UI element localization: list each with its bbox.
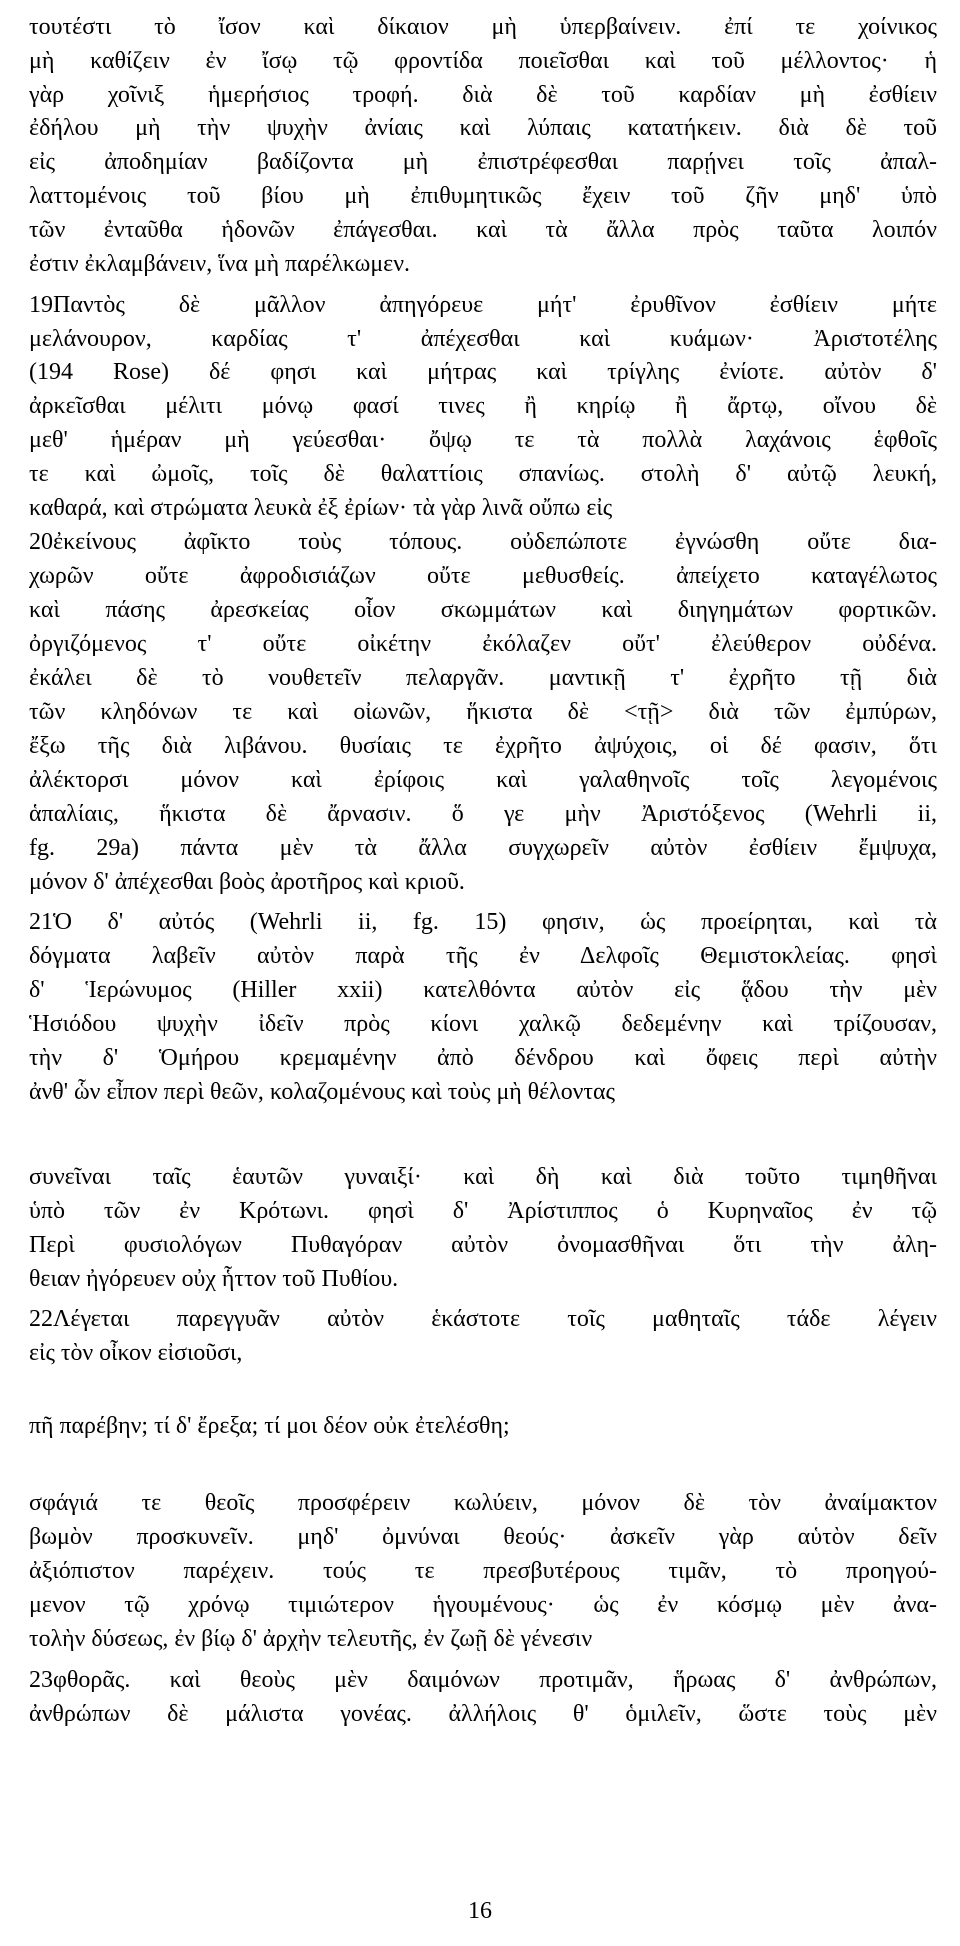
text-line: βωμὸν προσκυνεῖν. μηδ' ὀμνύναι θεούς· ἀσκεῖν γὰρ αὑτὸν δεῖν bbox=[29, 1524, 937, 1550]
text-line: ὑπὸ τῶν ἐν Κρότωνι. φησὶ δ' Ἀρίστιππος ὁ Κυρηναῖος ἐν τῷ bbox=[29, 1198, 937, 1224]
text-line: ἐδήλου μὴ τὴν ψυχὴν ἀνίαις καὶ λύπαις κατατήκειν. διὰ δὲ τοῦ bbox=[29, 115, 937, 141]
text-line: ἀξιόπιστον παρέχειν. τούς τε πρεσβυτέρους τιμᾶν, τὸ προηγού- bbox=[29, 1558, 937, 1584]
text-line: ἀνθρώπων δὲ μάλιστα γονέας. ἀλλήλοις θ' ὁμιλεῖν, ὥστε τοὺς μὲν bbox=[29, 1701, 937, 1727]
text-line: χωρῶν οὔτε ἀφροδισιάζων οὔτε μεθυσθείς. ἀπείχετο καταγέλωτος bbox=[29, 563, 937, 589]
text-line: θειαν ἠγόρευεν οὐχ ἧττον τοῦ Πυθίου. bbox=[29, 1266, 399, 1292]
text-line: τὴν δ' Ὁμήρου κρεμαμένην ἀπὸ δένδρου καὶ ὄφεις περὶ αὐτὴν bbox=[29, 1045, 937, 1071]
text-line: εἰς τὸν οἶκον εἰσιοῦσι, bbox=[29, 1340, 243, 1366]
text-line: καθαρά, καὶ στρώματα λευκὰ ἐξ ἐρίων· τὰ γὰρ λινᾶ οὔπω εἰς bbox=[29, 495, 613, 521]
text-line: 19Παντὸς δὲ μᾶλλον ἀπηγόρευε μήτ' ἐρυθῖνον ἐσθίειν μήτε bbox=[29, 292, 937, 318]
text-line: λαττομένοις τοῦ βίου μὴ ἐπιθυμητικῶς ἔχειν τοῦ ζῆν μηδ' ὑπὸ bbox=[29, 183, 937, 209]
text-line: μὴ καθίζειν ἐν ἴσῳ τῷ φροντίδα ποιεῖσθαι καὶ τοῦ μέλλοντος· ἡ bbox=[29, 48, 937, 74]
text-line: τουτέστι τὸ ἴσον καὶ δίκαιον μὴ ὑπερβαίνειν. ἐπί τε χοίνικος bbox=[29, 14, 937, 40]
text-line: 23φθορᾶς. καὶ θεοὺς μὲν δαιμόνων προτιμᾶν, ἥρωας δ' ἀνθρώπων, bbox=[29, 1667, 937, 1693]
text-line: μενον τῷ χρόνῳ τιμιώτερον ἡγουμένους· ὡς ἐν κόσμῳ μὲν ἀνα- bbox=[29, 1592, 937, 1618]
text-line: καὶ πάσης ἀρεσκείας οἷον σκωμμάτων καὶ διηγημάτων φορτικῶν. bbox=[29, 597, 937, 623]
text-line: Ἡσιόδου ψυχὴν ἰδεῖν πρὸς κίονι χαλκῷ δεδεμένην καὶ τρίζουσαν, bbox=[29, 1011, 937, 1037]
text-line: 20ἐκείνους ἀφῖκτο τοὺς τόπους. οὐδεπώποτε ἐγνώσθη οὔτε δια- bbox=[29, 529, 937, 555]
text-line: ἀλέκτορσι μόνον καὶ ἐρίφοις καὶ γαλαθηνοῖς τοῖς λεγομένοις bbox=[29, 767, 937, 793]
text-line: fg. 29a) πάντα μὲν τὰ ἄλλα συγχωρεῖν αὐτὸν ἐσθίειν ἔμψυχα, bbox=[29, 835, 937, 861]
text-line: 21Ὁ δ' αὐτός (Wehrli ii, fg. 15) φησιν, ὡς προείρηται, καὶ τὰ bbox=[29, 909, 937, 935]
text-line: πῆ παρέβην; τί δ' ἔρεξα; τί μοι δέον οὐκ ἐτελέσθη; bbox=[29, 1413, 510, 1439]
text-line: Περὶ φυσιολόγων Πυθαγόραν αὐτὸν ὀνομασθῆναι ὅτι τὴν ἀλη- bbox=[29, 1232, 937, 1258]
page-number: 16 bbox=[468, 1898, 492, 1924]
text-line: μελάνουρον, καρδίας τ' ἀπέχεσθαι καὶ κυάμων· Ἀριστοτέλης bbox=[29, 326, 937, 352]
text-line: ἐστιν ἐκλαμβάνειν, ἵνα μὴ παρέλκωμεν. bbox=[29, 251, 410, 277]
text-line: γὰρ χοῖνιξ ἡμερήσιος τροφή. διὰ δὲ τοῦ καρδίαν μὴ ἐσθίειν bbox=[29, 82, 937, 108]
text-line: ἀρκεῖσθαι μέλιτι μόνῳ φασί τινες ἢ κηρίῳ ἢ ἄρτῳ, οἴνου δὲ bbox=[29, 393, 937, 419]
text-line: συνεῖναι ταῖς ἑαυτῶν γυναιξί· καὶ δὴ καὶ διὰ τοῦτο τιμηθῆναι bbox=[29, 1164, 937, 1190]
text-line: τῶν ἐνταῦθα ἡδονῶν ἐπάγεσθαι. καὶ τὰ ἄλλα πρὸς ταῦτα λοιπόν bbox=[29, 217, 937, 243]
text-line: τῶν κληδόνων τε καὶ οἰωνῶν, ἥκιστα δὲ <τῇ> διὰ τῶν ἐμπύρων, bbox=[29, 699, 937, 725]
text-line: (194 Rose) δέ φησι καὶ μήτρας καὶ τρίγλης ἐνίοτε. αὐτὸν δ' bbox=[29, 359, 937, 385]
text-line: 22Λέγεται παρεγγυᾶν αὐτὸν ἑκάστοτε τοῖς μαθηταῖς τάδε λέγειν bbox=[29, 1306, 937, 1332]
text-line: δ' Ἱερώνυμος (Hiller xxii) κατελθόντα αὐτὸν εἰς ᾅδου τὴν μὲν bbox=[29, 977, 937, 1003]
text-line: εἰς ἀποδημίαν βαδίζοντα μὴ ἐπιστρέφεσθαι παρῄνει τοῖς ἀπαλ- bbox=[29, 149, 937, 175]
text-line: ἀνθ' ὧν εἶπον περὶ θεῶν, κολαζομένους καὶ τοὺς μὴ θέλοντας bbox=[29, 1079, 615, 1105]
text-line: ἁπαλίαις, ἥκιστα δὲ ἄρνασιν. ὅ γε μὴν Ἀριστόξενος (Wehrli ii, bbox=[29, 801, 937, 827]
text-line: μόνον δ' ἀπέχεσθαι βοὸς ἀροτῆρος καὶ κριοῦ. bbox=[29, 869, 465, 895]
text-line: δόγματα λαβεῖν αὐτὸν παρὰ τῆς ἐν Δελφοῖς Θεμιστοκλείας. φησὶ bbox=[29, 943, 937, 969]
text-line: τε καὶ ὠμοῖς, τοῖς δὲ θαλαττίοις σπανίως. στολὴ δ' αὐτῷ λευκή, bbox=[29, 461, 937, 487]
text-line: ἔξω τῆς διὰ λιβάνου. θυσίαις τε ἐχρῆτο ἀψύχοις, οἱ δέ φασιν, ὅτι bbox=[29, 733, 937, 759]
text-line: τολὴν δύσεως, ἐν βίῳ δ' ἀρχὴν τελευτῆς, ἐν ζωῇ δὲ γένεσιν bbox=[29, 1626, 593, 1652]
text-line: ἐκάλει δὲ τὸ νουθετεῖν πελαργᾶν. μαντικῇ τ' ἐχρῆτο τῇ διὰ bbox=[29, 665, 937, 691]
text-line: σφάγιά τε θεοῖς προσφέρειν κωλύειν, μόνον δὲ τὸν ἀναίμακτον bbox=[29, 1490, 937, 1516]
text-line: ὀργιζόμενος τ' οὔτε οἰκέτην ἐκόλαζεν οὔτ' ἐλεύθερον οὐδένα. bbox=[29, 631, 937, 657]
text-line: μεθ' ἡμέραν μὴ γεύεσθαι· ὄψῳ τε τὰ πολλὰ λαχάνοις ἑφθοῖς bbox=[29, 427, 937, 453]
